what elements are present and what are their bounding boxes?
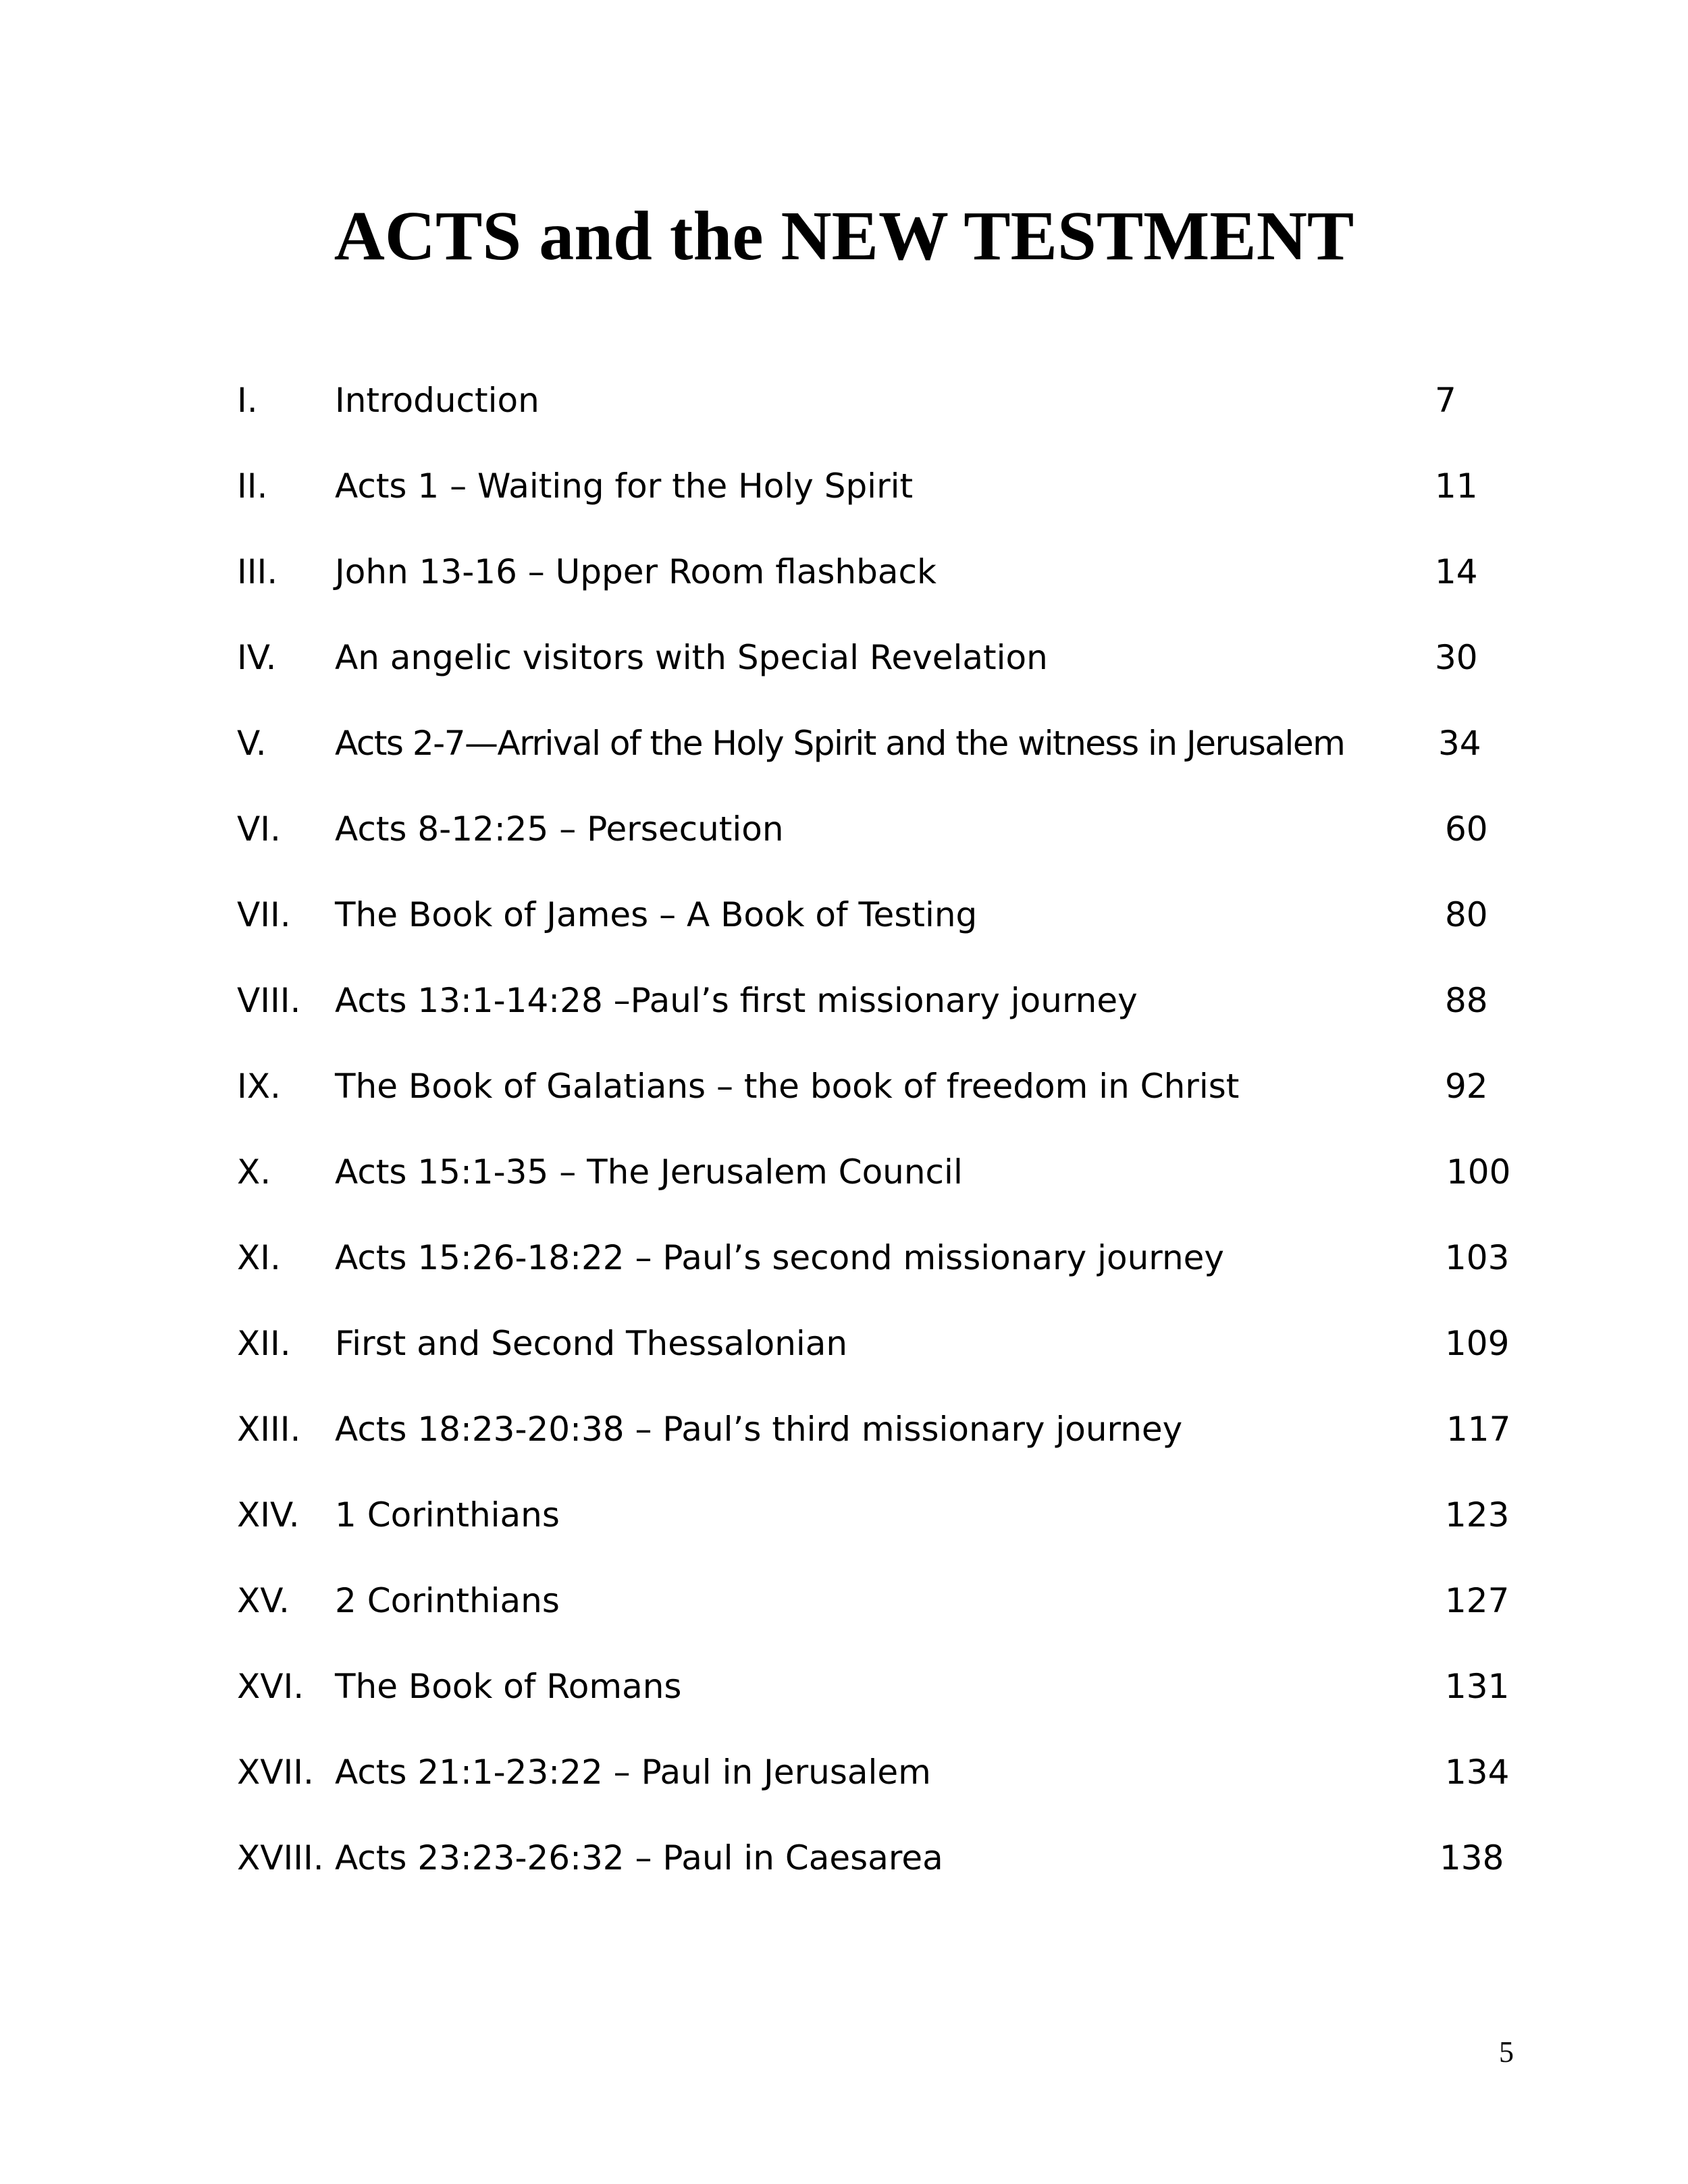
toc-page-number: 14 xyxy=(1435,552,1478,591)
toc-numeral: V. xyxy=(237,724,267,763)
toc-numeral: VII. xyxy=(237,895,291,934)
toc-page-number: 123 xyxy=(1445,1495,1510,1535)
toc-entry-title: 1 Corinthians xyxy=(335,1495,560,1535)
toc-entry-title: Acts 1 – Waiting for the Holy Spirit xyxy=(335,467,914,506)
toc-entry-title: The Book of James – A Book of Testing xyxy=(335,895,978,934)
toc-numeral: XIV. xyxy=(237,1495,300,1535)
toc-page-number: 103 xyxy=(1445,1238,1510,1277)
toc-numeral: IV. xyxy=(237,638,277,677)
toc-entry-title: Acts 15:1-35 – The Jerusalem Council xyxy=(335,1152,963,1192)
toc-page-number: 34 xyxy=(1438,724,1481,763)
toc-entry-title: Acts 13:1-14:28 –Paul’s first missionary journey xyxy=(335,981,1138,1020)
toc-entry-title: Acts 8-12:25 – Persecution xyxy=(335,809,784,849)
page-number: 5 xyxy=(1499,2035,1514,2069)
toc-row xyxy=(0,1815,1688,1901)
table-of-contents xyxy=(0,358,1688,1901)
toc-entry-title: Acts 21:1-23:22 – Paul in Jerusalem xyxy=(335,1753,931,1792)
toc-numeral: XV. xyxy=(237,1581,290,1620)
toc-entry-title: The Book of Romans xyxy=(335,1667,682,1706)
toc-numeral: XI. xyxy=(237,1238,281,1277)
toc-entry-title: First and Second Thessalonian xyxy=(335,1324,848,1363)
toc-row xyxy=(0,1558,1688,1644)
toc-numeral: XVI. xyxy=(237,1667,305,1706)
toc-numeral: IX. xyxy=(237,1067,281,1106)
toc-numeral: X. xyxy=(237,1152,271,1192)
toc-numeral: XII. xyxy=(237,1324,291,1363)
toc-numeral: II. xyxy=(237,467,268,506)
toc-row xyxy=(0,1387,1688,1472)
toc-row xyxy=(0,1129,1688,1215)
toc-page-number: 131 xyxy=(1445,1667,1510,1706)
toc-page-number: 92 xyxy=(1445,1067,1488,1106)
toc-page-number: 109 xyxy=(1445,1324,1510,1363)
toc-row xyxy=(0,1472,1688,1558)
toc-page-number: 134 xyxy=(1445,1753,1510,1792)
toc-entry-title: An angelic visitors with Special Revelation xyxy=(335,638,1048,677)
toc-numeral: VIII. xyxy=(237,981,301,1020)
toc-entry-title: The Book of Galatians – the book of freedom in Christ xyxy=(335,1067,1240,1106)
toc-row xyxy=(0,872,1688,958)
toc-numeral: I. xyxy=(237,381,258,420)
toc-entry-title: John 13-16 – Upper Room flashback xyxy=(335,552,937,591)
toc-numeral: VI. xyxy=(237,809,281,849)
page-title: ACTS and the NEW TESTMENT xyxy=(334,197,1354,275)
toc-numeral: XVIII. xyxy=(237,1838,324,1877)
toc-row xyxy=(0,358,1688,444)
toc-entry-title: Acts 15:26-18:22 – Paul’s second missionary journey xyxy=(335,1238,1224,1277)
toc-numeral: III. xyxy=(237,552,278,591)
toc-page-number: 127 xyxy=(1445,1581,1510,1620)
toc-page-number: 11 xyxy=(1435,467,1478,506)
toc-page-number: 30 xyxy=(1435,638,1478,677)
toc-page-number: 138 xyxy=(1440,1838,1504,1877)
toc-page-number: 60 xyxy=(1445,809,1488,849)
toc-row xyxy=(0,958,1688,1044)
toc-entry-title: Acts 23:23-26:32 – Paul in Caesarea xyxy=(335,1838,943,1877)
toc-page-number: 7 xyxy=(1435,381,1456,420)
toc-entry-title: 2 Corinthians xyxy=(335,1581,560,1620)
toc-row xyxy=(0,1215,1688,1301)
toc-row xyxy=(0,1644,1688,1730)
toc-row xyxy=(0,529,1688,615)
toc-row xyxy=(0,1301,1688,1387)
toc-numeral: XIII. xyxy=(237,1410,301,1449)
toc-row xyxy=(0,701,1688,787)
toc-row xyxy=(0,1044,1688,1129)
toc-numeral: XVII. xyxy=(237,1753,314,1792)
toc-page-number: 117 xyxy=(1446,1410,1511,1449)
toc-entry-title: Acts 18:23-20:38 – Paul’s third missionary journey xyxy=(335,1410,1183,1449)
toc-entry-title: Introduction xyxy=(335,381,539,420)
toc-page-number: 100 xyxy=(1446,1152,1511,1192)
toc-page-number: 80 xyxy=(1445,895,1488,934)
toc-row xyxy=(0,1730,1688,1815)
toc-row xyxy=(0,787,1688,872)
toc-page-number: 88 xyxy=(1445,981,1488,1020)
toc-row xyxy=(0,615,1688,701)
toc-entry-title: Acts 2-7—Arrival of the Holy Spirit and the witness in Jerusalem xyxy=(335,724,1345,763)
toc-row xyxy=(0,444,1688,529)
